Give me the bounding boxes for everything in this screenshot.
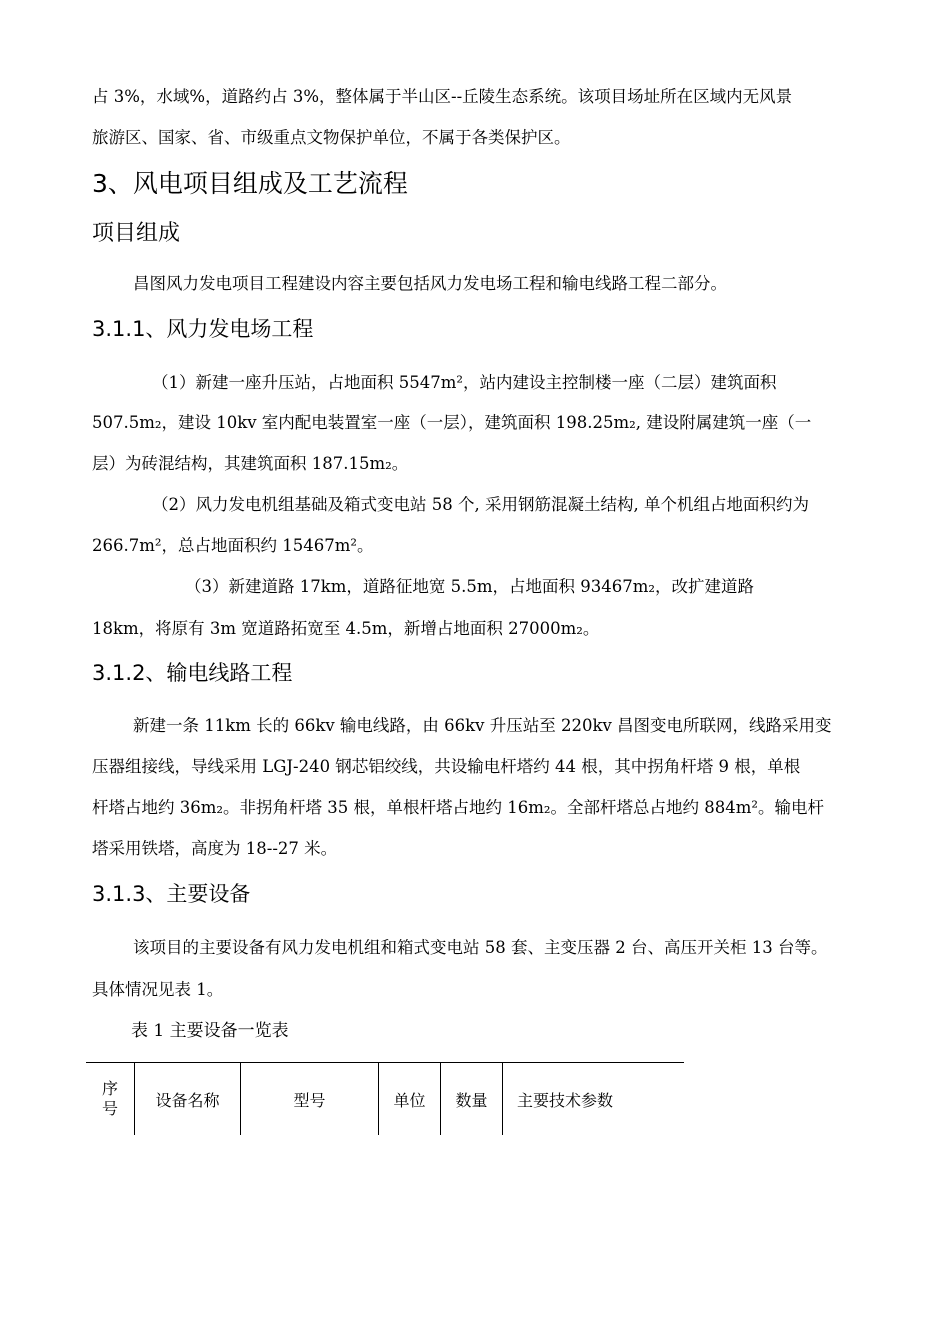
transmission-paragraph-line-2: 压器组接线，导线采用 LGJ-240 钢芯铝绞线，共设输电杆塔约 44 根，其中拐角杆塔 9 根，单根 bbox=[92, 757, 801, 776]
wind-item-1-line-3: 层）为砖混结构，其建筑面积 187.15m₂。 bbox=[92, 454, 409, 473]
intro-paragraph-line-2: 旅游区、国家、省、市级重点文物保护单位，不属于各类保护区。 bbox=[92, 128, 571, 147]
equipment-paragraph-line-2: 具体情况见表 1。 bbox=[92, 980, 224, 999]
header-cell-equipment-name: 设备名称 bbox=[135, 1063, 241, 1136]
header-cell-no bbox=[86, 1063, 135, 1136]
header-cell-quantity: 数量 bbox=[441, 1063, 503, 1136]
wind-item-2-line-1: （2）风力发电机组基础及箱式变电站 58 个, 采用钢筋混凝土结构, 单个机组占地面积约为 bbox=[152, 495, 809, 514]
wind-item-2-line-2: 266.7m²，总占地面积约 15467m²。 bbox=[92, 536, 374, 555]
header-cell-model: 型号 bbox=[241, 1063, 379, 1136]
subsection-heading-composition: 项目组成 bbox=[92, 221, 181, 246]
header-no-part-1: 序 bbox=[101, 1079, 118, 1098]
subsection-heading-transmission-line: 3.1.2、输电线路工程 bbox=[92, 661, 293, 685]
table-caption: 表 1 主要设备一览表 bbox=[131, 1021, 289, 1041]
composition-paragraph: 昌图风力发电项目工程建设内容主要包括风力发电场工程和输电线路工程二部分。 bbox=[133, 274, 727, 293]
wind-item-1-line-2: 507.5m₂，建设 10kv 室内配电装置室一座（一层），建筑面积 198.25m₂, 建设附属建筑一座（一 bbox=[92, 413, 812, 432]
equipment-table bbox=[86, 1062, 684, 1135]
intro-paragraph-line-1: 占 3%，水域%，道路约占 3%，整体属于半山区--丘陵生态系统。该项目场址所在区域内无风景 bbox=[92, 87, 793, 106]
wind-item-1-line-1: （1）新建一座升压站，占地面积 5547m²，站内建设主控制楼一座（二层）建筑面积 bbox=[152, 373, 777, 392]
transmission-paragraph-line-4: 塔采用铁塔，高度为 18--27 米。 bbox=[92, 839, 338, 858]
wind-item-3-line-1: （3）新建道路 17km，道路征地宽 5.5m，占地面积 93467m₂，改扩建道路 bbox=[185, 577, 755, 596]
subsection-heading-wind-farm: 3.1.1、风力发电场工程 bbox=[92, 317, 314, 341]
transmission-paragraph-line-1: 新建一条 11km 长的 66kv 输电线路，由 66kv 升压站至 220kv 昌图变电所联网，线路采用变 bbox=[133, 716, 832, 735]
equipment-paragraph-line-1: 该项目的主要设备有风力发电机组和箱式变电站 58 套、主变压器 2 台、高压开关柜 13 台等。 bbox=[133, 938, 828, 957]
header-cell-main-parameters: 主要技术参数 bbox=[503, 1063, 685, 1136]
header-cell-unit: 单位 bbox=[379, 1063, 441, 1136]
table-header-row bbox=[86, 1063, 684, 1136]
transmission-paragraph-line-3: 杆塔占地约 36m₂。非拐角杆塔 35 根，单根杆塔占地约 16m₂。全部杆塔总占地约 884m²。输电杆 bbox=[92, 798, 824, 817]
wind-item-3-line-2: 18km，将原有 3m 宽道路拓宽至 4.5m，新增占地面积 27000m₂。 bbox=[92, 619, 600, 638]
section-heading: 3、风电项目组成及工艺流程 bbox=[92, 169, 408, 198]
subsection-heading-main-equipment: 3.1.3、主要设备 bbox=[92, 882, 251, 906]
header-no-part-2: 号 bbox=[101, 1099, 118, 1118]
